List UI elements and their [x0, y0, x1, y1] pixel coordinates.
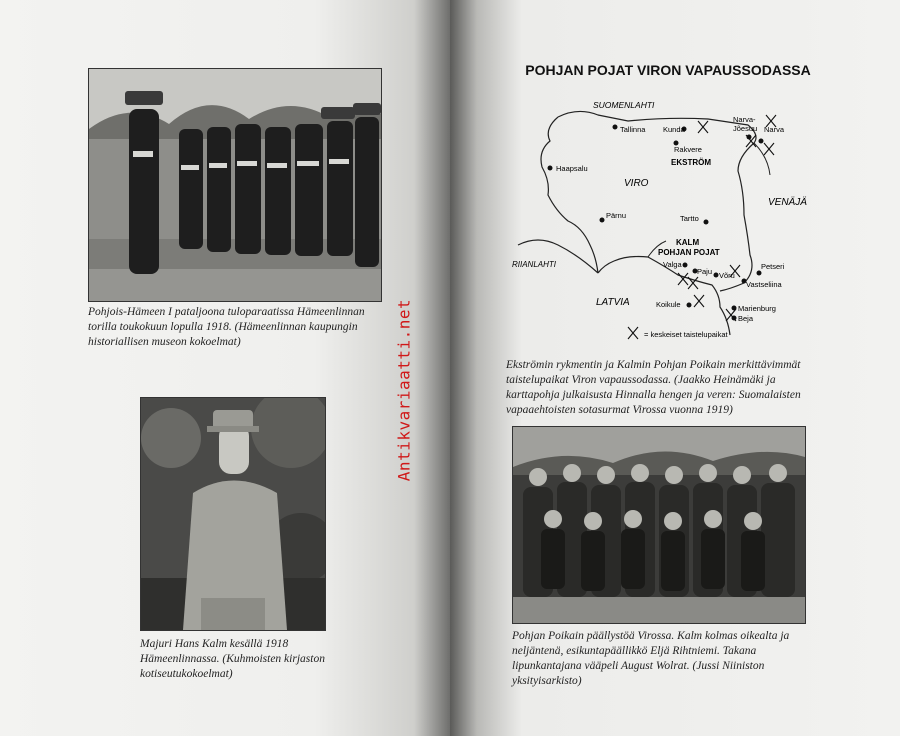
- estonia-battle-map: [498, 95, 824, 345]
- city-haapsalu: Haapsalu: [556, 164, 588, 173]
- label-viro: VIRO: [624, 178, 649, 189]
- city-marienburg: Marienburg: [738, 304, 776, 313]
- map-title: POHJAN POJAT VIRON VAPAUSSODASSA: [525, 62, 811, 78]
- city-petseri: Petseri: [761, 262, 785, 271]
- battle-valga-icon: [678, 273, 688, 285]
- city-beja: Beja: [738, 314, 754, 323]
- battle-koikule-icon: [694, 295, 704, 307]
- parade-photo-image: [89, 69, 381, 301]
- label-venaja: VENÄJÄ: [768, 197, 807, 208]
- city-kunda: Kunda: [663, 125, 685, 134]
- estonia-coast-west: [541, 117, 598, 273]
- officers-photo-image: [513, 427, 805, 623]
- label-suomenlahti: SUOMENLAHTI: [593, 100, 655, 110]
- battle-paju-icon: [688, 277, 698, 289]
- city-tallinna: Tallinna: [620, 125, 646, 134]
- kalm-portrait-image: [141, 398, 325, 630]
- officers-group-photo: [512, 426, 806, 624]
- battle-narva-south-icon: [764, 143, 774, 155]
- officers-photo-caption: Pohjan Poikain päällystöä Virossa. Kalm kolmas oikealta ja neljäntenä, esikuntapäällikkö Eljä Rihtniemi. Takana lipunkantajana vääpeli August Wolrat. (Jussi Niiniston yksityisarkisto): [512, 630, 790, 687]
- label-ekstrom: EKSTRÖM: [671, 158, 711, 167]
- legend-swords-icon: [628, 327, 638, 339]
- battle-kunda-icon: [698, 121, 708, 133]
- city-koikule: Koikule: [656, 300, 681, 309]
- label-latvia: LATVIA: [596, 297, 630, 308]
- battle-marienburg-icon: [726, 309, 736, 321]
- label-riianlahti: RIIANLAHTI: [512, 260, 557, 269]
- city-parnu: Pärnu: [606, 211, 627, 220]
- antikvariaatti-watermark: [384, 290, 424, 490]
- kalm-portrait-caption: Majuri Hans Kalm kesällä 1918 Hämeenlinnassa. (Kuhmoisten kirjaston kotiseutukokoelmat): [140, 638, 325, 680]
- city-narva: Narva: [764, 125, 785, 134]
- map-caption: Ekströmin rykmentin ja Kalmin Pohjan Poikain merkittävimmät taistelupaikat Viron vapaussodassa. (Jaakko Heinämäki ja karttapohja julkaisusta Hinnalla hengen ja veren: Suomalaisten vapaaehtoisten sotasurmat Virossa vuonna 1919): [506, 359, 801, 416]
- watermark-text: Antikvariaatti.net: [394, 298, 414, 482]
- parade-photo-caption: Pohjois-Hämeen I pataljoona tuloparaatissa Hämeenlinnan torilla toukokuun lopulla 1918. (Hämeenlinnan kaupungin historiallisen museon kokoelmat): [88, 306, 365, 348]
- city-paju: Paju: [697, 267, 713, 276]
- label-pohjan-pojat: POHJAN POJAT: [658, 248, 720, 257]
- city-voru: Võru: [719, 271, 735, 280]
- city-valga: Valga: [663, 260, 682, 269]
- city-rakvere: Rakvere: [674, 145, 702, 154]
- city-narva-joesuu-line2: Jõesuu: [733, 124, 758, 133]
- label-kalm: KALM: [676, 238, 700, 247]
- map-image: [498, 95, 824, 345]
- city-narva-joesuu-line1: Narva-: [733, 115, 756, 124]
- kalm-portrait-photo: [140, 397, 326, 631]
- city-vastseliina: Vastseliina: [746, 280, 782, 289]
- city-tartto: Tartto: [680, 214, 699, 223]
- battalion-parade-photo: [88, 68, 382, 302]
- map-legend-text: = keskeiset taistelupaikat: [644, 330, 728, 339]
